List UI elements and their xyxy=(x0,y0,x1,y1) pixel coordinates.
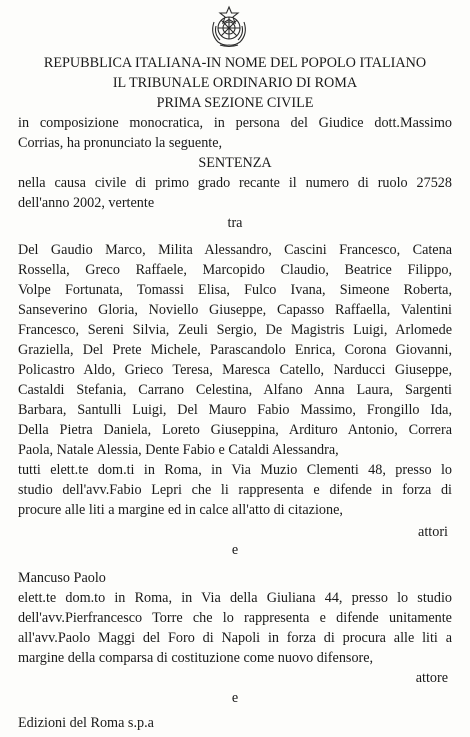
parties-line: Barbara, Santulli Luigi, Del Mauro Fabio Massimo, Frongillo Ida, xyxy=(18,402,452,418)
domicile-line: dell'avv.Pierfrancesco Torre che lo rappresenta e difende unitamente xyxy=(18,610,452,626)
role-attore: attore xyxy=(415,670,448,686)
header-section: PRIMA SEZIONE CIVILE xyxy=(156,95,314,111)
causa-line: dell'anno 2002, vertente xyxy=(18,195,155,211)
domicile-line: margine della comparsa di costituzione come nuovo difensore, xyxy=(18,650,374,666)
parties-line: Del Gaudio Marco, Milita Alessandro, Cascini Francesco, Catena xyxy=(18,242,452,258)
tra-label: tra xyxy=(227,215,243,231)
parties-line: Francesco, Sereni Silvia, Zeuli Sergio, De Magistris Luigi, Arlomede xyxy=(18,322,452,338)
party-name: Mancuso Paolo xyxy=(18,570,106,586)
party-name: Edizioni del Roma s.p.a xyxy=(18,715,154,731)
domicile-line: tutti elett.te dom.ti in Roma, in Via Muzio Clementi 48, presso lo xyxy=(18,462,452,478)
domicile-line: all'avv.Paolo Maggi del Foro di Napoli in forza di procura alle liti a xyxy=(18,630,452,646)
parties-line: Paola, Natale Alessia, Dente Fabio e Cataldi Alessandra, xyxy=(18,442,339,458)
conjunction-e: e xyxy=(231,542,239,558)
header-republic: REPUBBLICA ITALIANA-IN NOME DEL POPOLO ITALIANO xyxy=(43,55,427,71)
parties-line: Castaldi Stefania, Carrano Celestina, Alfano Anna Laura, Sargenti xyxy=(18,382,452,398)
parties-line: Rossella, Greco Raffaele, Marcopido Claudio, Beatrice Filippo, xyxy=(18,262,452,278)
italian-republic-emblem xyxy=(208,4,250,48)
role-attori: attori xyxy=(418,524,448,540)
sentenza-title: SENTENZA xyxy=(198,155,272,171)
causa-line: nella causa civile di primo grado recante il numero di ruolo 27528 xyxy=(18,175,452,191)
parties-line: Sanseverino Gloria, Noviello Giuseppe, Capasso Raffaella, Valentini xyxy=(18,302,452,318)
domicile-line: studio dell'avv.Fabio Lepri che li rappresenta e difende in forza di xyxy=(18,482,452,498)
parties-line: Policastro Aldo, Grieco Teresa, Maresca Catello, Narducci Giuseppe, xyxy=(18,362,452,378)
conjunction-e: e xyxy=(231,690,239,706)
parties-line: Volpe Fortunata, Tomassi Elisa, Fulco Ivana, Simeone Roberta, xyxy=(18,282,452,298)
parties-line: Graziella, Del Prete Michele, Parascandolo Enrica, Corona Giovanni, xyxy=(18,342,452,358)
domicile-line: procure alle liti a margine ed in calce all'atto di citazione, xyxy=(18,502,343,518)
header-court: IL TRIBUNALE ORDINARIO DI ROMA xyxy=(112,75,358,91)
intro-line: Corrias, ha pronunciato la seguente, xyxy=(18,135,223,151)
intro-line: in composizione monocratica, in persona del Giudice dott.Massimo xyxy=(18,115,452,131)
domicile-line: elett.te dom.to in Roma, in Via della Giuliana 44, presso lo studio xyxy=(18,590,452,606)
parties-line: Della Pietra Daniela, Loreto Giuseppina, Ardituro Antonio, Correra xyxy=(18,422,452,438)
